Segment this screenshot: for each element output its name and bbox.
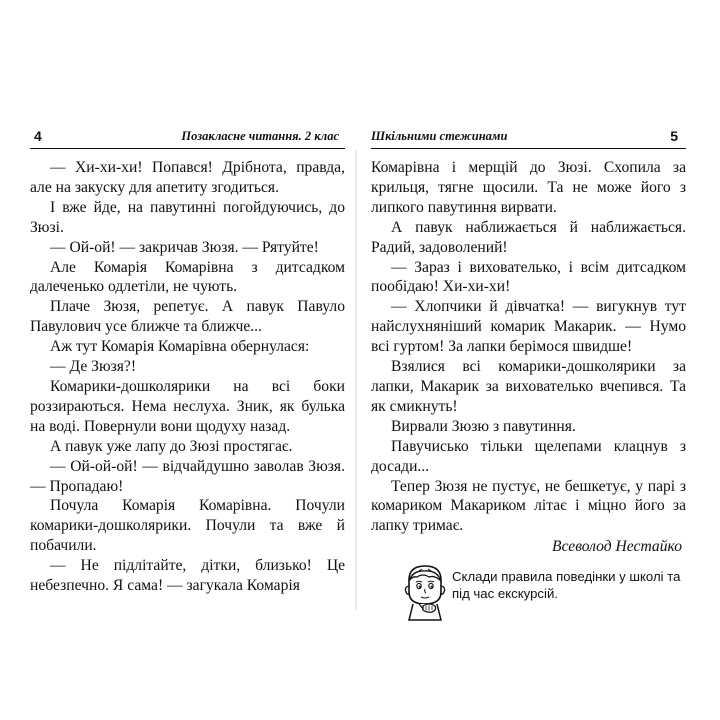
paragraph: Вирвали Зюзю з павутиння. (391, 417, 576, 435)
paragraph: Але Комарія Комарівна з дитсадком далеченько одлетіли, не чують. (30, 258, 345, 296)
page-number-left: 4 (34, 128, 42, 144)
paragraph: Аж тут Комарія Комарівна обернулася: (50, 338, 310, 356)
left-page-header (30, 126, 345, 149)
paragraph: Комарівна і мерщій до Зюзі. Схопила за крильця, тягне щосили. Та не може його з липкого павутиння вирвати. (371, 159, 686, 216)
paragraph: А павук наближається й наближається. Радий, задоволений! (371, 218, 686, 256)
paragraph: Тепер Зюзя не пустує, не бешкетує, у парі з комариком Макариком літає і міцно його за лапку тримає. (371, 477, 686, 535)
paragraph: — Хи-хи-хи! Попався! Дрібнота, правда, але на закуску для апетиту згодиться. (30, 159, 345, 196)
paragraph: Взялися всі комарики-дошколярики за лапки, Макарик за вихователько вчепився. Та як смикнуть! (371, 358, 686, 415)
paragraph: А павук уже лапу до Зюзі простягає. (50, 437, 293, 455)
left-page (30, 126, 345, 596)
paragraph: — Ой-ой-ой! — відчайдушно заволав Зюзя. — Пропадаю! (30, 457, 345, 495)
paragraph: Почула Комарія Комарівна. Почули комарики-дошколярики. Почули та вже й побачили. (30, 497, 345, 555)
paragraph: Плаче Зюзя, репетує. А павук Павуло Павулович усе ближче та ближче... (30, 298, 345, 336)
page-number-right: 5 (670, 128, 678, 144)
paragraph: — Зараз і вихователько, і всім дитсадком пообідаю! Хи-хи-хи! (371, 258, 686, 296)
task-instruction: Склади правила поведінки у школі та під час екскурсій. (452, 569, 681, 602)
paragraph: І вже йде, на павутинні погойдуючись, до Зюзі. (30, 198, 345, 236)
paragraph: Комарики-дошколярики на всі боки роззираються. Нема неслуха. Зник, як булька на воді. Повернули вони щодуху назад. (30, 377, 345, 435)
paragraph: — Ой-ой! — закричав Зюзя. — Рятуйте! (50, 238, 319, 256)
left-page-body (30, 158, 345, 596)
paragraph: Павучисько тільки щелепами клацнув з досади... (371, 437, 686, 475)
paragraph: — Де Зюзя?! (50, 358, 137, 376)
running-title-right: Шкільними стежинами (371, 129, 508, 143)
right-page-body (371, 158, 686, 536)
task-box (371, 562, 686, 622)
paragraph: — Не підлітайте, дітки, близько! Це небезпечно. Я сама! — загукала Комарія (30, 557, 345, 595)
right-page (371, 126, 686, 622)
paragraph: — Хлопчики й дівчатка! — вигукнув тут найслухняніший комарик Макарик. — Нумо всі гуртом! За лапки берімося швидше! (371, 298, 686, 356)
author-signature: Всеволод Нестайко (552, 538, 682, 556)
right-page-header (371, 126, 686, 149)
thinking-child-icon (399, 562, 451, 622)
running-title-left: Позакласне читання. 2 клас (181, 129, 339, 143)
